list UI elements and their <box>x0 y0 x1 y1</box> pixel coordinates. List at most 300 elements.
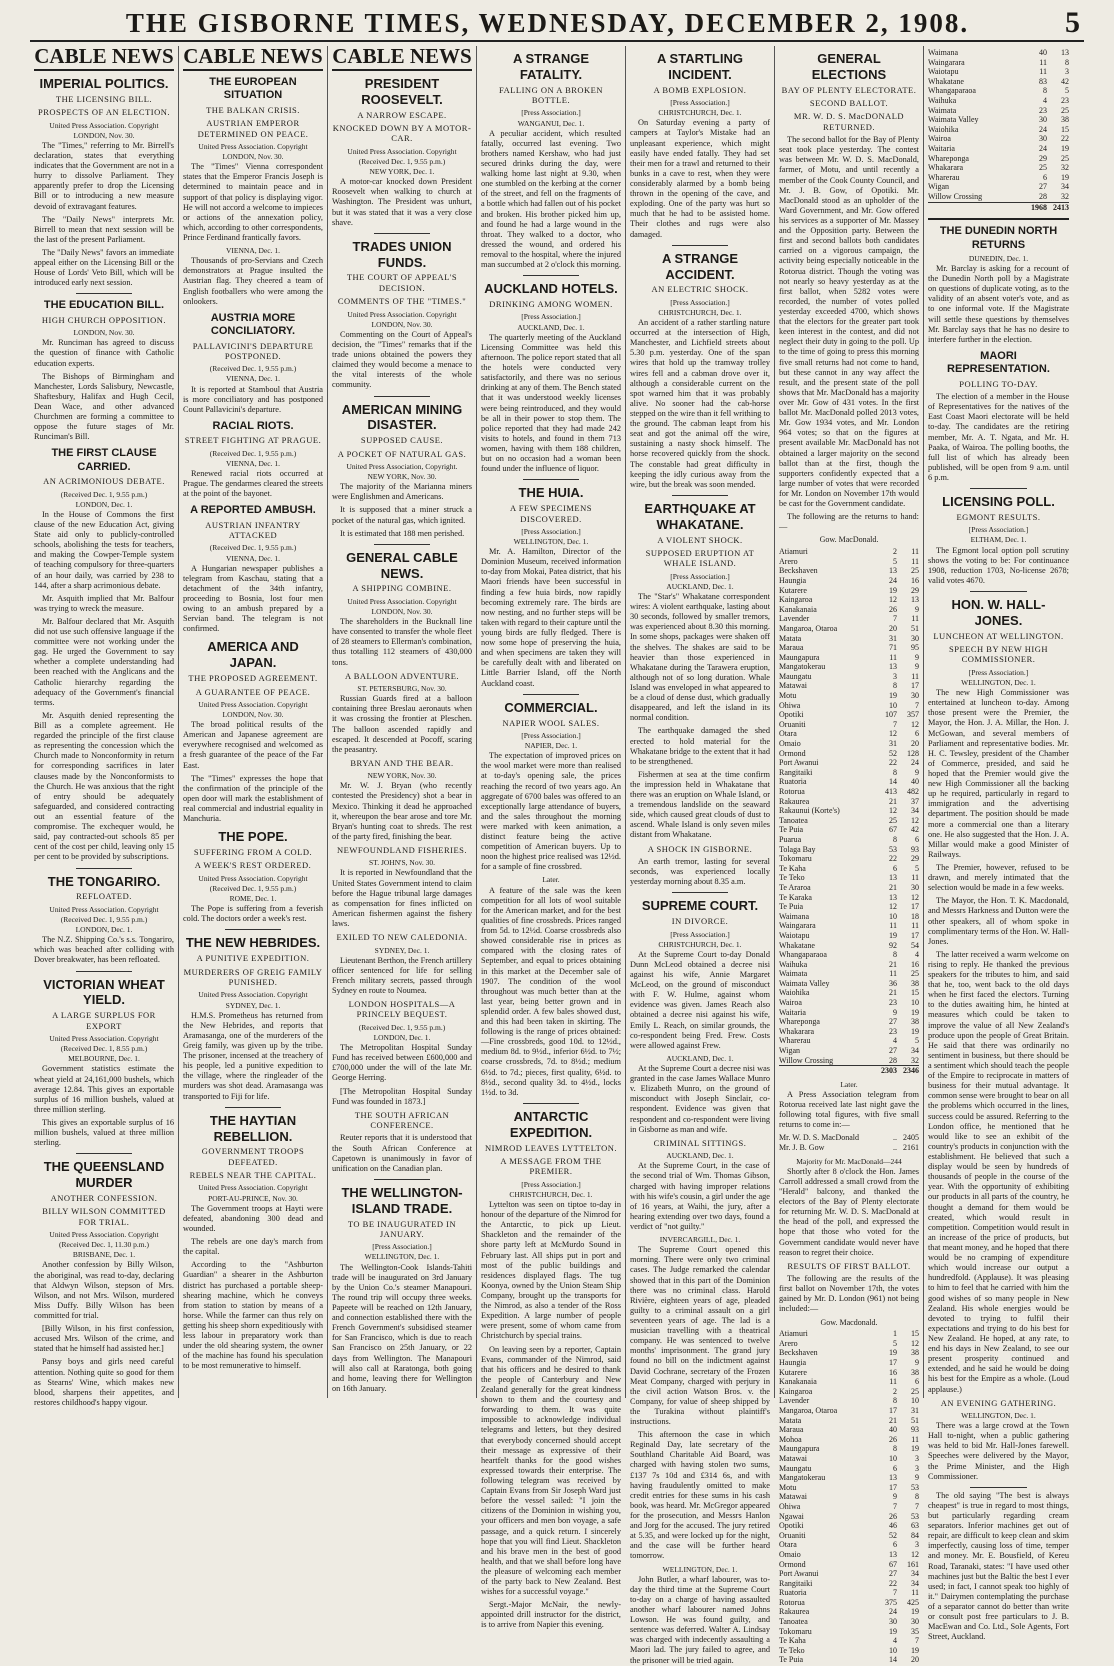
vote-count: 28 <box>889 1055 897 1065</box>
vote-count: 11 <box>1039 57 1047 67</box>
vote-count: .. <box>893 1133 897 1143</box>
vote-count: 425 <box>907 1597 919 1607</box>
vote-count: 32 <box>1061 191 1069 201</box>
dateline: MELBOURNE, Dec. 1. <box>68 1054 140 1064</box>
article-paragraph: A Press Association telegram from Rotorua received late last night gave the following total figures, with five small returns to come in:— <box>779 1089 919 1130</box>
divider <box>225 929 281 930</box>
headline: HON. W. HALL-JONES. <box>951 597 1046 628</box>
vote-count: 19 <box>889 1626 897 1636</box>
poll-row <box>779 1598 919 1608</box>
vote-count: 7 <box>893 1588 897 1598</box>
vote-count: 13 <box>889 566 897 576</box>
vote-count: 24 <box>1039 124 1047 134</box>
vote-count: 8 <box>893 834 897 844</box>
vote-count: 30 <box>1039 134 1047 144</box>
vote-count: 19 <box>911 1645 919 1655</box>
poll-row <box>779 1655 919 1665</box>
vote-count: 11 <box>911 547 919 557</box>
subheading: A FEW SPECIMENS DISCOVERED. <box>510 503 592 524</box>
divider <box>374 396 430 397</box>
poll-row <box>779 768 919 778</box>
vote-count: 92 <box>889 940 897 950</box>
poll-row <box>779 681 919 691</box>
subheading: A BALLOON ADVENTURE. <box>344 670 460 681</box>
vote-count: 13 <box>889 873 897 883</box>
booth-name: Puarua <box>779 834 802 844</box>
vote-count: 21 <box>889 796 897 806</box>
article-paragraph: An earth tremor, lasting for several seconds, was experienced locally yesterday morning about 8.35 a.m. <box>630 856 770 887</box>
poll-total-row <box>779 1066 919 1076</box>
subheading: A SHOCK IN GISBORNE. <box>647 843 753 854</box>
vote-count: 29 <box>911 854 919 864</box>
booth-name: Waimata Valley <box>779 978 830 988</box>
booth-name: Beckshaven <box>779 566 818 576</box>
booth-name: Wigan <box>928 182 950 192</box>
poll-row <box>779 1521 919 1531</box>
vote-count: 25 <box>911 566 919 576</box>
dateline: LONDON, Nov. 30. <box>371 606 433 616</box>
headline: AUSTRIA MORE CONCILIATORY. <box>210 311 296 338</box>
headline: THE TONGARIRO. <box>47 873 161 889</box>
subheading: A POCKET OF NATURAL GAS. <box>337 448 467 459</box>
poll-row <box>779 893 919 903</box>
vote-count: 9 <box>915 662 919 672</box>
article-paragraph: Another confession by Billy Wilson, the aboriginal, was read to-day, declaring that Aldwyn Wilson, stepson of Mrs. Wilson, and not Mrs. Wilson, murdered Miss Duffy. Billy Wilson has been committed for trial. <box>34 1260 174 1321</box>
article-paragraph: Shortly after 8 o'clock the Hon. James Carroll addressed a small crowd from the "Herald" balcony, and thanked the electors of the Bay of Plenty electorate for returning Mr. W. D. S. MacDonald at the head of the poll, and expressed the hope that those who voted for the Government candidate would never have reason to regret their choice. <box>779 1166 919 1257</box>
received-line: (Received Dec. 1, 9.55 p.m.) <box>209 364 297 374</box>
booth-name: Tanoatea <box>779 1617 808 1627</box>
credit-line: United Press Association. Copyright <box>198 873 308 883</box>
vote-count: 25 <box>889 815 897 825</box>
article-paragraph: It is reported in Newfoundland that the United States Government intend to claim before the Hague tribunal large damages as compensation for fines inflicted on American fishermen against the fishery laws. <box>332 868 472 929</box>
booth-name: Ohiwa <box>779 1501 801 1511</box>
poll-row <box>779 557 919 567</box>
vote-count: 29 <box>1039 153 1047 163</box>
poll-total-row <box>928 202 1069 212</box>
vote-count: 52 <box>889 748 897 758</box>
credit-line: United Press Association. Copyright <box>347 146 457 156</box>
poll-row <box>928 67 1069 77</box>
vote-count: 12 <box>889 595 897 605</box>
poll-row <box>779 1027 919 1037</box>
vote-count: 11 <box>911 1434 919 1444</box>
dateline: WELLINGTON, Dec. 1. <box>961 1411 1036 1420</box>
vote-count: 17 <box>911 902 919 912</box>
headline: THE WELLINGTON-ISLAND TRADE. <box>341 1184 463 1216</box>
article-paragraph: The Mayor, the Hon. T. K. Macdonald, and Messrs Harkness and Dutton were the other speakers, all of whom spoke in complimentary terms of the Hon. W. Hall-Jones. <box>928 896 1069 946</box>
dateline: NAPIER, Dec. 1. <box>524 741 578 751</box>
credit-line: United Press Association. Copyright <box>49 1033 159 1043</box>
poll-row <box>928 134 1069 144</box>
vote-count: 4 <box>1043 95 1047 105</box>
article-paragraph: The following are the results of the first ballot on November 17th, the votes gained by Mr. D. London (961) not being included:— <box>779 1274 919 1314</box>
article-paragraph: The majority of the Marianna miners were Englishmen and Americans. <box>332 482 472 502</box>
booth-name: Waingarara <box>779 921 816 931</box>
vote-count: 6 <box>893 1540 897 1550</box>
vote-count: 71 <box>889 643 897 653</box>
booth-name: Rotorua <box>779 787 805 797</box>
poll-row <box>928 106 1069 116</box>
poll-row <box>779 969 919 979</box>
vote-count: 37 <box>911 796 919 806</box>
article-paragraph: Mr. Asquith denied representing the Bill as a complete agreement. He regarded the principle of the first clause as representing the concession which the Church made to Nonconformity in return for corresponding sacrifices in later clauses made by the Nonconformists to the Church. He was anxious that the right of entry should be adequately safeguarded, and considered contracting out an essential feature of the compromise. The exchequer would, he said, pay contracted-out schools 85 per cent of the cost per child, leaving only 15 per cent to be provided by subscriptions. <box>34 710 174 862</box>
vote-count: 34 <box>911 806 919 816</box>
dateline: LONDON, Dec. 1. <box>373 1032 431 1042</box>
poll-row <box>779 1560 919 1570</box>
booth-name: Rotorua <box>779 1597 805 1607</box>
article-paragraph: Thousands of pro-Servians and Czech demonstrators at Prague insulted the Austrian flag. They cheered a team of English footballers who were among the onlookers. <box>183 256 323 306</box>
vote-count: 22 <box>889 1578 897 1588</box>
vote-count: 12 <box>889 806 897 816</box>
vote-count: 12 <box>911 892 919 902</box>
vote-count: 34 <box>911 1046 919 1056</box>
headline: THE HUIA. <box>518 485 584 501</box>
vote-count: 25 <box>911 1386 919 1396</box>
vote-count: 6 <box>915 729 919 739</box>
dateline: VIENNA, Dec. 1. <box>226 553 280 563</box>
subheading: NAPIER WOOL SALES. <box>502 717 600 728</box>
booth-name: Whareponga <box>779 1017 820 1027</box>
article-paragraph: The "Daily News" favors an immediate appeal either on the Licensing Bill or the House of Lords' Veto Bill, which will be introduced early next session. <box>34 247 174 288</box>
booth-name: Omaio <box>779 739 801 749</box>
subheading: DRINKING AMONG WOMEN. <box>489 299 613 310</box>
booth-name: Wairoa <box>779 998 802 1008</box>
vote-count: 27 <box>889 1569 897 1579</box>
credit-line: United Press Association, Copyright. <box>346 461 458 471</box>
article-paragraph: A Hungarian newspaper publishes a telegram from Kaschau, stating that a detachment of the 34th infantry, proceeding to Bosnia, lost four men owing to an ambush prepared by a Servian band. The telegram is not confirmed. <box>183 563 323 634</box>
booth-name: Whangaparaoa <box>779 950 827 960</box>
booth-name: Waimana <box>779 911 810 921</box>
credit-line: [Press Association.] <box>968 525 1029 535</box>
headline: THE EUROPEAN SITUATION <box>209 76 297 102</box>
poll-row <box>779 1416 919 1426</box>
vote-total: 2413 <box>1047 202 1069 212</box>
column-banner: CABLE NEWS <box>332 46 472 71</box>
poll-row <box>779 1483 919 1493</box>
subheading: POLLING TO-DAY. <box>959 378 1038 389</box>
poll-row <box>779 662 919 672</box>
dateline: LONDON, Nov. 30. <box>73 328 135 338</box>
vote-count: 53 <box>911 1482 919 1492</box>
booth-name: Rangitaiki <box>779 1578 813 1588</box>
booth-name: Te Puia <box>779 1655 804 1665</box>
booth-name: Waitaria <box>928 143 955 153</box>
vote-count: 38 <box>911 1367 919 1377</box>
vote-count: 6 <box>893 1463 897 1473</box>
poll-row <box>779 1377 919 1387</box>
headline: SUPREME COURT. <box>641 898 759 914</box>
booth-name: Motu <box>779 691 797 701</box>
dateline: NEW YORK, Nov. 30. <box>367 472 437 482</box>
subheading: A PUNITIVE EXPEDITION. <box>196 953 310 964</box>
credit-line: [Press Association.] <box>521 312 581 322</box>
vote-count: 5 <box>915 863 919 873</box>
booth-name: Wharerau <box>779 1036 811 1046</box>
vote-count: 31 <box>889 633 897 643</box>
article-paragraph: Fishermen at sea at the time confirm the impression held in Whakatane that there was an eruption on Whale Island, or a tremendous landslide on the seaward side, which caused great clouds of dust to ascend. Whale Island is only seven miles distant from Whakatane. <box>630 769 770 840</box>
booth-name: Whareponga <box>928 153 969 163</box>
article-paragraph: The shareholders in the Bucknall line have consented to transfer the whole fleet of 28 steamers to Ellerman's combination, thus totalling 112 steamers of 430,000 tons. <box>332 617 472 667</box>
article-paragraph: An accident of a rather startling nature occurred at the intersection of High, Manchester, and Lichfield streets about 5.30 p.m. yesterday. One of the span wires that hold up the tramway trolley wires fell and a cabman drove over it, although a considerable current on the spot warned him that it was probably alive. No sooner had the cab-horse stepped on the wire than it fell writhing to the ground. The cabman leapt from his seat and got the animal off the wire, sustaining a nasty shock himself. The horse recovered quickly from the shock. The constable had great difficulty in keeping the idly curious away from the wire, but the break was soon mended. <box>630 318 770 489</box>
subheading: THE PROPOSED AGREEMENT. <box>188 673 318 684</box>
subheading: THE BALKAN CRISIS. <box>206 104 300 115</box>
poll-row <box>779 1627 919 1637</box>
vote-count: 46 <box>889 1521 897 1531</box>
poll-row <box>779 701 919 711</box>
vote-count: 11 <box>889 969 897 979</box>
vote-count: 32 <box>1061 163 1069 173</box>
vote-count: 8 <box>893 1396 897 1406</box>
vote-count: 413 <box>885 787 897 797</box>
poll-row <box>779 739 919 749</box>
vote-count: 83 <box>1039 76 1047 86</box>
vote-count: 9 <box>893 1492 897 1502</box>
credit-line: United Press Association. Copyright <box>198 141 308 151</box>
headline: A STRANGE FATALITY. <box>512 51 590 82</box>
booth-name: Te Teko <box>779 873 805 883</box>
dateline: DUNEDIN, Dec. 1. <box>968 253 1029 263</box>
vote-count: 26 <box>889 604 897 614</box>
poll-row <box>779 605 919 615</box>
dateline: LONDON, Nov. 30. <box>222 710 284 719</box>
article-paragraph: The following are the returns to hand:— <box>779 512 919 532</box>
article-paragraph: Mr. Barclay is asking for a recount of the Dunedin North poll by a Magistrate on questions of duplicate voting, as to the validity of an absent voter's vote, and as to one informal vote. If the Magistrate will settle these questions by themselves Mr. Barclay says that he has no desire to interfere further in the election. <box>928 264 1069 344</box>
vote-count: 21 <box>889 959 897 969</box>
subheading: THE LICENSING BILL. <box>55 93 153 104</box>
vote-count: 107 <box>885 710 897 720</box>
booth-name: Mangaroa, Otaroa <box>779 1406 838 1416</box>
second-ballot-table <box>779 547 919 1076</box>
vote-count: 4 <box>893 1636 897 1646</box>
booth-name: Matawai <box>779 681 807 691</box>
credit-line: United Press Association. Copyright <box>198 699 308 709</box>
divider <box>76 868 132 869</box>
article-paragraph: The N.Z. Shipping Co.'s s.s. Tongariro, which was beached after colliding with Dover breakwater, has been refloated. <box>34 935 174 965</box>
received-line: (Received Dec. 1, 9.55 p.m.) <box>358 156 446 166</box>
received-line: (Received Dec. 1, 8.55 p.m.) <box>60 1044 148 1054</box>
vote-count: 2161 <box>903 1143 919 1152</box>
poll-row <box>779 825 919 835</box>
subheading: REFLOATED. <box>76 891 132 902</box>
article-paragraph: The Premier, however, refused to be drawn, and merely intimated that the selection would be made in a few weeks. <box>928 862 1069 893</box>
poll-row <box>779 921 919 931</box>
subheading: FALLING ON A BROKEN BOTTLE. <box>498 84 604 106</box>
later-label: Later. <box>542 875 560 885</box>
dateline: LONDON, Nov. 30. <box>371 319 433 329</box>
vote-count: 4 <box>915 950 919 960</box>
vote-count: 12 <box>911 1549 919 1559</box>
column-5 <box>626 46 775 1665</box>
headline: COMMERCIAL. <box>504 699 598 715</box>
headline: THE FIRST CLAUSE CARRIED. <box>51 447 157 473</box>
booth-name: Kutarere <box>779 1367 807 1377</box>
poll-row <box>779 595 919 605</box>
masthead <box>30 6 1084 42</box>
booth-name: Oruaniti <box>779 719 806 729</box>
booth-name: Ormond <box>779 748 806 758</box>
poll-row <box>779 1607 919 1617</box>
vote-count: 12 <box>911 815 919 825</box>
dateline: WELLINGTON, Dec. 1. <box>662 1564 738 1574</box>
vote-count: 21 <box>889 882 897 892</box>
booth-name: Waihuka <box>928 95 957 105</box>
dateline: WANGANUI, Dec. 1. <box>517 118 585 128</box>
article-paragraph: H.M.S. Prometheus has returned from the New Hebrides, and reports that Aramasanga, one of the murderers of the Greig family, was given up by the tribe. The prisoner, incensed at the treachery of his people, led a punitive expedition to the village, where the ringleader of the murders was shot dead. Aramasanga was transported to Fiji for life. <box>183 1010 323 1101</box>
vote-count: 19 <box>889 1348 897 1358</box>
divider <box>225 1107 281 1108</box>
poll-row <box>779 1396 919 1406</box>
article-paragraph: The "Star's" Whakatane correspondent wires: A violent earthquake, lasting about 30 seconds, followed by smaller tremors, was experienced about 8.30 this morning. In some shops, packages were shaken off the shelves. The shakes are said to be heavier than those experienced in Whakatane during the Tarawera eruption, although not of so long duration. Whale Island was enveloped in what appeared to be a cloud of dense dust, which gradually disappeared, and left the island in its normal condition. <box>630 591 770 723</box>
article-paragraph: A motor-car knocked down President Roosevelt when walking to church at Washington. The President was unhurt, but it was stated that it was a very close shave. <box>332 177 472 227</box>
poll-row <box>779 854 919 864</box>
vote-count: 9 <box>893 1007 897 1017</box>
headline: AMERICA AND JAPAN. <box>207 639 299 671</box>
article-paragraph: Russian Guards fired at a balloon containing three Breslau aeronauts when it was crossing the frontier at Pleschen. The balloon ascended rapidly and escaped. It descended at Pocoff, scaring the peasantry. <box>332 694 472 754</box>
poll-row <box>779 1550 919 1560</box>
subheading: GOVERNMENT TROOPS DEFEATED. <box>201 1146 305 1167</box>
poll-row <box>779 1579 919 1589</box>
vote-count: 6 <box>1043 172 1047 182</box>
article-paragraph: The Government troops at Hayti were defeated, abandoning 300 dead and wounded. <box>183 1203 323 1233</box>
subheading: MR. W. D. S. MacDONALD RETURNED. <box>793 111 905 132</box>
dateline: ROME, Dec. 1. <box>229 894 277 904</box>
booth-name: Lavender <box>779 614 810 624</box>
booth-name: Port Awanui <box>779 758 819 768</box>
booth-name: Rakaunui (Korte's) <box>779 806 840 816</box>
article-paragraph: Government statistics estimate the wheat yield at 24,161,000 bushels, which average 12.84. This gives an exportable surplus of 16 million bushels, valued at three million sterling. <box>34 1064 174 1114</box>
vote-count: 8 <box>893 767 897 777</box>
booth-name: Waingarara <box>928 57 965 67</box>
headline: GENERAL ELECTIONS <box>811 51 887 82</box>
column-banner: CABLE NEWS <box>183 46 323 71</box>
subheading: EXILED TO NEW CALEDONIA. <box>336 932 468 943</box>
booth-name: Te Puia <box>779 825 804 835</box>
poll-row <box>779 960 919 970</box>
vote-count: 3 <box>893 671 897 681</box>
headline: RACIAL RIOTS. <box>212 419 294 432</box>
vote-count: 30 <box>1039 115 1047 125</box>
first-ballot-table-continued <box>928 48 1069 212</box>
vote-count: 10 <box>889 1645 897 1655</box>
poll-row <box>779 864 919 874</box>
booth-name: Waiotapu <box>928 67 959 77</box>
poll-row <box>779 1646 919 1656</box>
poll-row <box>779 1143 919 1153</box>
vote-count: 7 <box>893 719 897 729</box>
vote-count: .. <box>893 1143 897 1152</box>
vote-count: 11 <box>889 652 897 662</box>
article-paragraph: It is reported at Stamboul that Austria is more conciliatory and has postponed Count Pallavicini's departure. <box>183 384 323 414</box>
vote-count: 13 <box>889 1473 897 1483</box>
poll-row <box>779 1339 919 1349</box>
booth-name: Mr. W. D. S. MacDonald <box>779 1133 859 1143</box>
booth-name: Te Kaha <box>779 1636 806 1646</box>
dateline: WELLINGTON, Dec. 1. <box>513 537 589 546</box>
credit-line: [Press Association.] <box>670 571 730 581</box>
vote-count: 17 <box>911 681 919 691</box>
poll-row <box>779 1133 919 1143</box>
vote-count: 21 <box>889 988 897 998</box>
subheading: PROSPECTS OF AN ELECTION. <box>38 107 170 118</box>
booth-name: Whakatane <box>779 940 815 950</box>
credit-line: [Press Association.] <box>521 526 581 536</box>
vote-count: 67 <box>889 825 897 835</box>
headline: THE HAYTIAN REBELLION. <box>209 1112 297 1144</box>
booth-name: Haungia <box>779 1358 807 1368</box>
vote-count: 7 <box>915 1501 919 1511</box>
vote-count: 51 <box>911 623 919 633</box>
vote-count: 12 <box>911 1338 919 1348</box>
booth-name: Whakarara <box>928 163 964 173</box>
subheading: BRYAN AND THE BEAR. <box>350 757 454 768</box>
vote-count: 8 <box>893 950 897 960</box>
article-paragraph: It is estimated that 188 men perished. <box>340 528 465 538</box>
booth-name: Waitaria <box>779 1007 806 1017</box>
vote-count: 11 <box>911 614 919 624</box>
subheading: RESULTS OF FIRST BALLOT. <box>787 1260 911 1271</box>
booth-name: Mangatokerau <box>779 1473 826 1483</box>
vote-count: 42 <box>911 825 919 835</box>
poll-row <box>779 1502 919 1512</box>
vote-count: 6 <box>915 834 919 844</box>
vote-count: 30 <box>911 1617 919 1627</box>
majority-line: Majority for Mr. MacDonald—244 <box>796 1156 902 1166</box>
subheading: AN ACRIMONIOUS DEBATE. <box>43 476 165 487</box>
subheading: THE COURT OF APPEAL'S DECISION. <box>346 272 458 293</box>
vote-count: 22 <box>889 854 897 864</box>
vote-count: 2405 <box>903 1133 919 1143</box>
poll-row <box>779 1056 919 1066</box>
poll-row <box>779 634 919 644</box>
vote-count: 52 <box>889 1530 897 1540</box>
headline: AMERICAN MINING DISASTER. <box>341 401 463 433</box>
subheading: NIMROD LEAVES LYTTELTON. <box>484 1142 618 1153</box>
booth-name: Te Teko <box>779 1645 805 1655</box>
booth-name: Beckshaven <box>779 1348 818 1358</box>
vote-count: 23 <box>1039 105 1047 115</box>
booth-name: Rakaurea <box>779 796 810 806</box>
vote-count: 23 <box>889 998 897 1008</box>
dateline: CHRISTCHURCH, Dec. 1. <box>658 307 742 317</box>
vote-count: 8 <box>1043 86 1047 96</box>
vote-count: 13 <box>1061 48 1069 57</box>
poll-row <box>779 672 919 682</box>
vote-count: 25 <box>1039 163 1047 173</box>
poll-row <box>928 48 1069 58</box>
headline: PRESIDENT ROOSEVELT. <box>361 76 443 107</box>
article-paragraph: Mr. Runciman has agreed to discuss the question of finance with Catholic education experts. <box>34 338 174 368</box>
dateline: AUCKLAND, Dec. 1. <box>666 581 734 591</box>
vote-count: 11 <box>889 1377 897 1387</box>
vote-count: 19 <box>911 1444 919 1454</box>
article-paragraph: According to the "Ashburton Guardian" a shearer in the Ashburton district has purchased a portable sheep-shearing machine, which he conveys from station to station by means of a horse. While the farmer can thus rely on getting his sheep shorn expeditiously with less labour in preparatory work than under the old shearing system, the owner of the machine has found his speculation to be most remunerative to himself. <box>183 1260 323 1371</box>
booth-name: Matata <box>779 633 802 643</box>
vote-count: 6 <box>893 863 897 873</box>
vote-count: 25 <box>911 969 919 979</box>
headline: TRADES UNION FUNDS. <box>352 238 452 270</box>
dateline: VIENNA, Dec. 1. <box>226 246 280 256</box>
vote-total: 2303 <box>875 1066 897 1076</box>
booth-name: Maungapura <box>779 652 820 662</box>
poll-row <box>779 797 919 807</box>
poll-row <box>779 1387 919 1397</box>
headline: THE DUNEDIN NORTH RETURNS <box>939 225 1058 251</box>
vote-total: 1968 <box>1025 202 1047 212</box>
divider <box>374 544 430 545</box>
divider <box>672 245 728 246</box>
booth-name: Kanakanaia <box>779 1377 817 1387</box>
vote-count: 4 <box>893 1036 897 1046</box>
